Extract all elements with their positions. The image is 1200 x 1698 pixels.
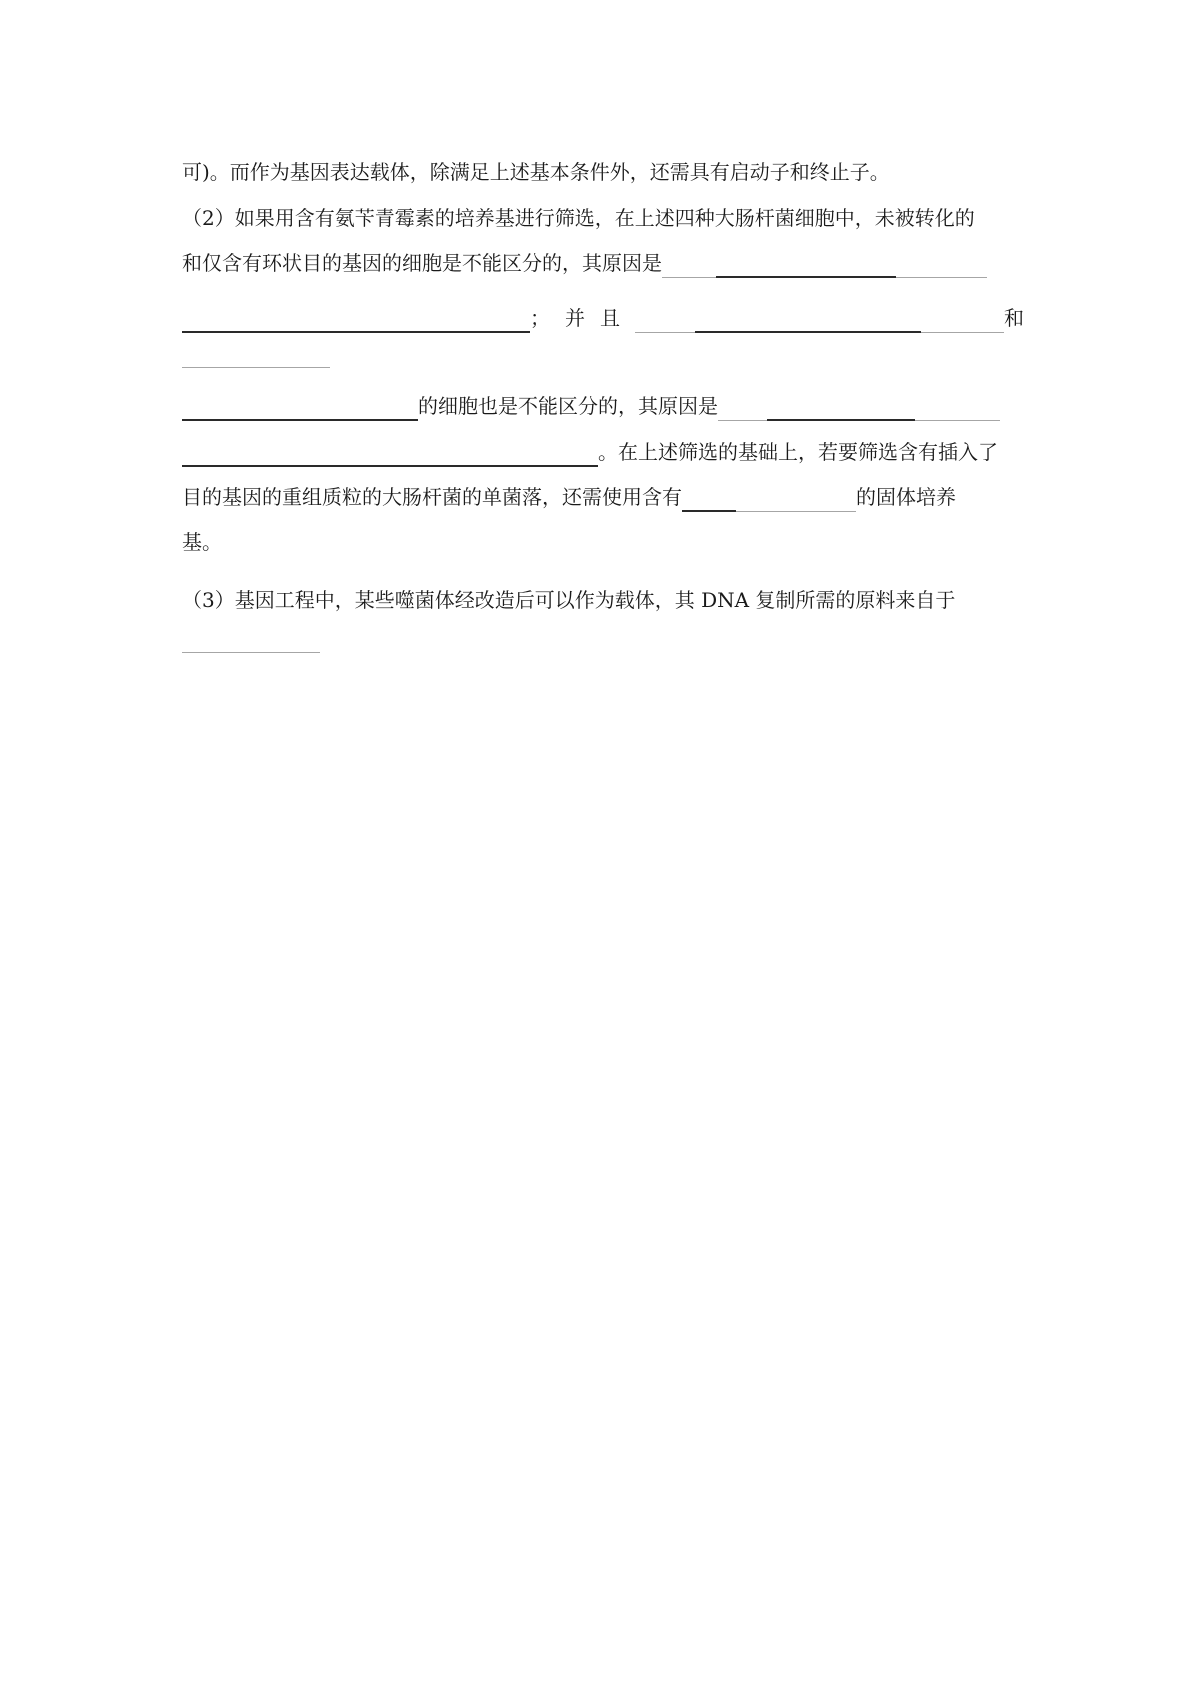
answer-blank-6[interactable] (182, 652, 320, 653)
answer-blank-5b[interactable] (736, 489, 856, 512)
question-2-text: （2）如果用含有氨苄青霉素的培养基进行筛选，在上述四种大肠杆菌细胞中，未被转化的 (182, 206, 975, 230)
question-2-line-2 (182, 248, 1024, 278)
question-text: 目的基因的重组质粒的大肠杆菌的单菌落，还需使用含有 (182, 485, 682, 509)
question-2-line-3 (182, 303, 1024, 333)
question-2-line-5 (182, 391, 1024, 421)
answer-blank-2b[interactable] (695, 309, 921, 333)
answer-blank-4d[interactable] (182, 443, 598, 467)
answer-blank-4b[interactable] (767, 397, 915, 421)
answer-blank-1a[interactable] (662, 255, 716, 278)
answer-blank-2a[interactable] (635, 310, 695, 333)
question-text: 的细胞也是不能区分的，其原因是 (418, 394, 718, 418)
and-word-2: 且 (600, 306, 620, 330)
question-3-text: （3）基因工程中，某些噬菌体经改造后可以作为载体，其 DNA 复制所需的原料来自于 (182, 588, 956, 612)
answer-blank-3b[interactable] (182, 397, 418, 421)
paragraph-text: 可)。而作为基因表达载体，除满足上述基本条件外，还需具有启动子和终止子。 (182, 160, 890, 184)
answer-blank-4c[interactable] (915, 398, 1000, 421)
answer-blank-1d[interactable] (182, 309, 530, 333)
question-2-line-6 (182, 437, 1024, 467)
answer-blank-1c[interactable] (896, 255, 987, 278)
question-text: 基。 (182, 530, 222, 554)
answer-blank-1b[interactable] (716, 254, 896, 278)
and-text: 和 (1004, 306, 1024, 330)
question-2-line-1 (182, 203, 1024, 233)
question-2-line-8 (182, 527, 1024, 557)
answer-blank-2c[interactable] (921, 310, 1004, 333)
answer-blank-3a[interactable] (182, 367, 330, 368)
and-word-1: 并 (565, 306, 585, 330)
question-text: 。在上述筛选的基础上，若要筛选含有插入了 (598, 440, 998, 464)
text-line (182, 157, 1024, 187)
line-right-group (635, 303, 1024, 333)
question-text: 的固体培养 (856, 485, 956, 509)
line-left-group (182, 303, 550, 333)
answer-blank-5a[interactable] (682, 488, 736, 512)
answer-blank-4a[interactable] (718, 398, 767, 421)
semicolon-text: ； (530, 306, 550, 330)
question-text: 和仅含有环状目的基因的细胞是不能区分的，其原因是 (182, 251, 662, 275)
question-3-line-1 (182, 585, 1024, 615)
question-2-line-7 (182, 482, 1024, 512)
